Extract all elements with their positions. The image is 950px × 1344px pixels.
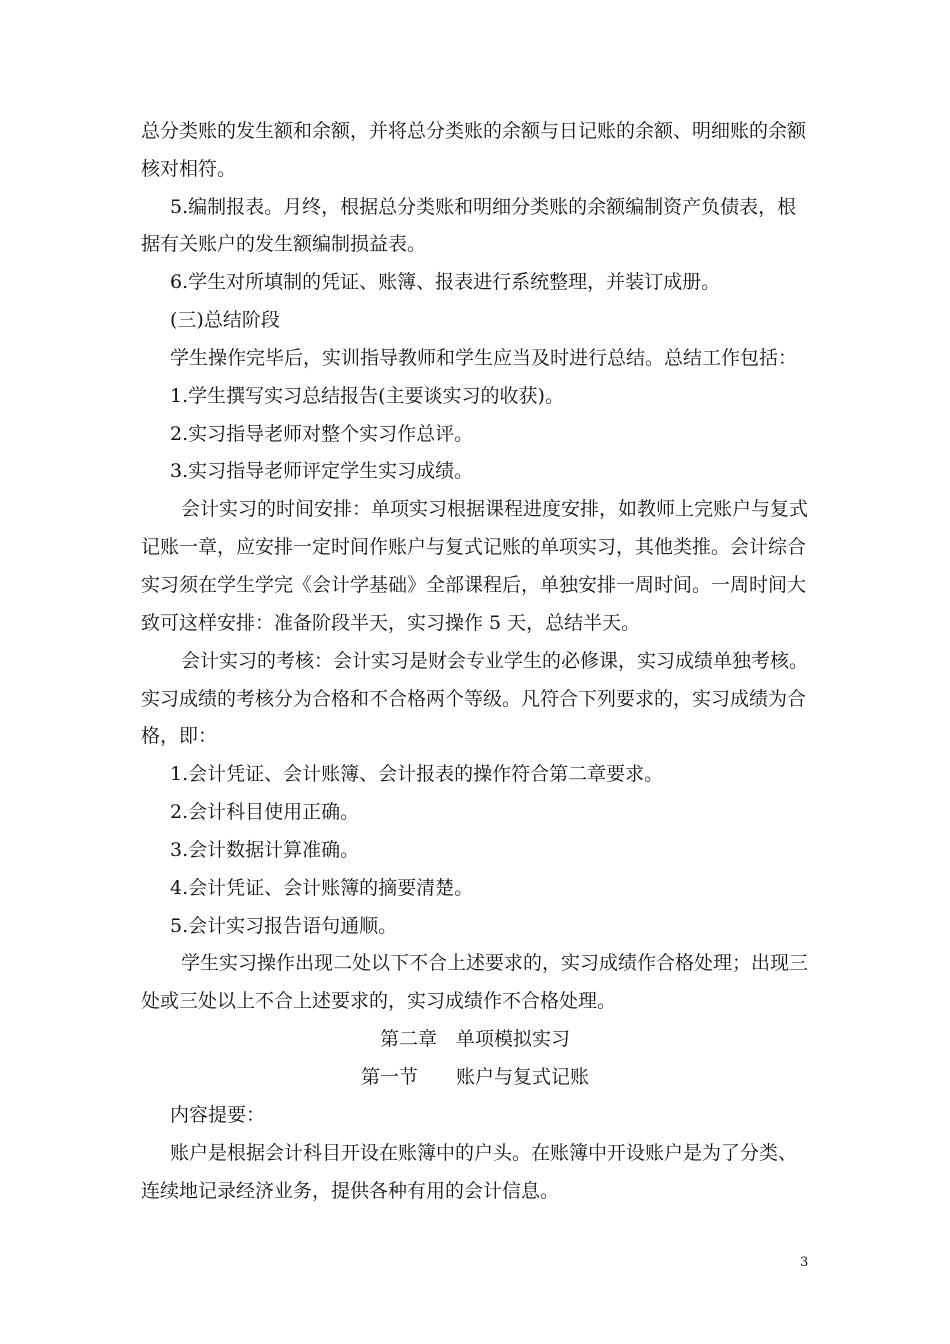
list-item: 1.会计凭证、会计账簿、会计报表的操作符合第二章要求。 bbox=[170, 763, 664, 785]
list-item: 6.学生对所填制的凭证、账簿、报表进行系统整理，并装订成册。 bbox=[170, 271, 721, 293]
body-text-line: 实习成绩的考核分为合格和不合格两个等级。凡符合下列要求的，实习成绩为合 bbox=[141, 688, 807, 710]
body-text-line: 会计实习的考核：会计实习是财会专业学生的必修课，实习成绩单独考核。 bbox=[181, 650, 809, 672]
body-text-line: 记账一章，应安排一定时间作账户与复式记账的单项实习，其他类推。会计综合 bbox=[141, 536, 807, 558]
list-item: 3.实习指导老师评定学生实习成绩。 bbox=[170, 460, 474, 482]
body-text-line: 连续地记录经济业务，提供各种有用的会计信息。 bbox=[141, 1180, 560, 1202]
body-text-line: 总分类账的发生额和余额，并将总分类账的余额与日记账的余额、明细账的余额 bbox=[141, 120, 807, 142]
body-text-line: 格，即： bbox=[141, 725, 218, 747]
list-item: 1.学生撰写实习总结报告(主要谈实习的收获)。 bbox=[170, 385, 564, 407]
subheading: 内容提要： bbox=[170, 1104, 266, 1126]
body-text-line: 核对相符。 bbox=[141, 158, 237, 180]
body-text-line: 学生实习操作出现二处以下不合上述要求的，实习成绩作合格处理；出现三 bbox=[181, 952, 809, 974]
body-text-line: 致可这样安排：准备阶段半天，实习操作 5 天，总结半天。 bbox=[141, 612, 641, 634]
body-text-line: 据有关账户的发生额编制损益表。 bbox=[141, 233, 427, 255]
body-text-line: 账户是根据会计科目开设在账簿中的户头。在账簿中开设账户是为了分类、 bbox=[170, 1142, 798, 1164]
body-text-line: 学生操作完毕后，实训指导教师和学生应当及时进行总结。总结工作包括： bbox=[170, 347, 798, 369]
list-item: 5.编制报表。月终，根据总分类账和明细分类账的余额编制资产负债表，根 bbox=[170, 196, 797, 218]
chapter-heading: 第二章 单项模拟实习 bbox=[379, 1028, 570, 1050]
section-heading: (三)总结阶段 bbox=[170, 309, 280, 331]
body-text-line: 实习须在学生学完《会计学基础》全部课程后，单独安排一周时间。一周时间大 bbox=[141, 574, 807, 596]
list-item: 3.会计数据计算准确。 bbox=[170, 839, 360, 861]
list-item: 4.会计凭证、会计账簿的摘要清楚。 bbox=[170, 877, 474, 899]
list-item: 5.会计实习报告语句通顺。 bbox=[170, 915, 398, 937]
section-heading: 第一节 账户与复式记账 bbox=[360, 1066, 589, 1088]
list-item: 2.会计科目使用正确。 bbox=[170, 801, 360, 823]
list-item: 2.实习指导老师对整个实习作总评。 bbox=[170, 423, 474, 445]
page-number: 3 bbox=[800, 1255, 809, 1270]
body-text-line: 会计实习的时间安排：单项实习根据课程进度安排，如教师上完账户与复式 bbox=[181, 498, 809, 520]
body-text-line: 处或三处以上不合上述要求的，实习成绩作不合格处理。 bbox=[141, 990, 617, 1012]
